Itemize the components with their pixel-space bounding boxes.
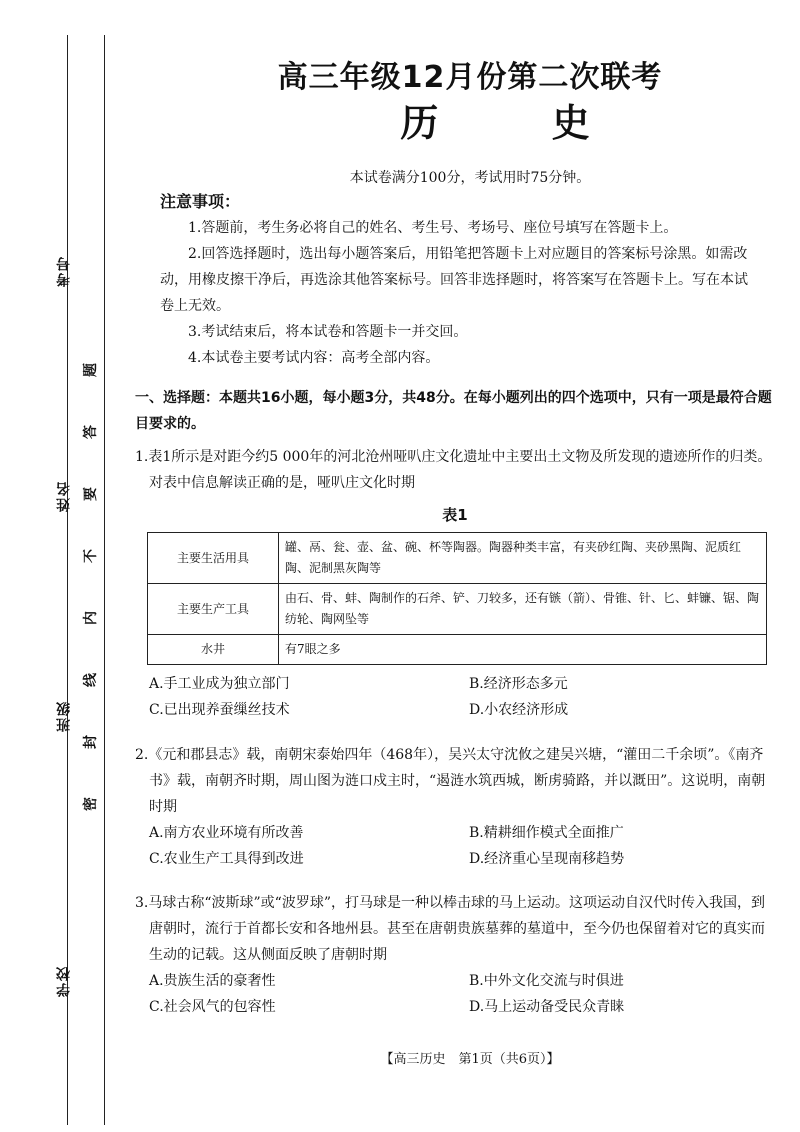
- table-row-body: 由石、骨、蚌、陶制作的石斧、铲、刀较多，还有镞（箭）、骨锥、针、匕、蚌镰、锯、陶纺轮、陶网坠等: [279, 584, 767, 635]
- table-row: [148, 635, 767, 665]
- option-d[interactable]: D.经济重心呈现南移趋势: [469, 851, 625, 867]
- option-c[interactable]: C.社会风气的包容性: [149, 999, 276, 1015]
- question-2: [135, 742, 775, 872]
- seal-warning: 题 答 要 不 内 线 封 密: [83, 363, 99, 811]
- question-stem: 1.表1所示是对距今约5 000年的河北沧州哑叭庄文化遗址中主要出土文物及所发现的遗迹所作的归类。对表中信息解读正确的是，哑叭庄文化时期: [135, 449, 772, 491]
- binding-line-right: [104, 35, 105, 1125]
- section-heading: 一、选择题：本题共16小题，每小题3分，共48分。在每小题列出的四个选项中，只有一项是最符合题目要求的。: [135, 390, 772, 432]
- field-name: 姓名: [56, 480, 72, 512]
- notice-item: 2.回答选择题时，选出每小题答案后，用铅笔把答题卡上对应题目的答案标号涂黑。如需改动，用橡皮擦干净后，再选涂其他答案标号。回答非选择题时，将答案写在答题卡上。写在本试卷上无效。: [160, 246, 748, 314]
- option-a[interactable]: A.贵族生活的豪奢性: [149, 973, 276, 989]
- table-row: [148, 533, 767, 584]
- notice-heading: 注意事项：: [160, 192, 241, 211]
- option-c[interactable]: C.已出现养蚕缫丝技术: [149, 702, 290, 718]
- option-list: [135, 820, 775, 872]
- exam-title: 高三年级12月份第二次联考: [277, 60, 663, 95]
- field-school: 学校: [56, 965, 72, 997]
- field-exam-number: 考号: [56, 255, 72, 287]
- option-b[interactable]: B.中外文化交流与时俱进: [469, 973, 624, 989]
- option-d[interactable]: D.小农经济形成: [469, 702, 569, 718]
- option-a[interactable]: A.南方农业环境有所改善: [149, 825, 304, 841]
- page-footer: 【高三历史 第1页（共6页）】: [380, 1052, 560, 1067]
- option-list: [135, 968, 775, 1020]
- notice-list: [160, 215, 760, 371]
- subject-title: 历 史: [400, 101, 640, 145]
- option-a[interactable]: A.手工业成为独立部门: [149, 676, 290, 692]
- binding-line-left: [67, 35, 68, 1125]
- question-stem: 2.《元和郡县志》载，南朝宋泰始四年（468年），吴兴太守沈攸之建吴兴塘，“灌田二千余顷”。《南齐书》载，南朝齐时期，周山图为涟口戍主时，“遏涟水筑西城，断虏骑路，并以溉田”。这说明，南朝时期: [135, 747, 766, 815]
- table-row-head: 主要生产工具: [148, 584, 279, 635]
- option-b[interactable]: B.精耕细作模式全面推广: [469, 825, 624, 841]
- notice-item: 4.本试卷主要考试内容：高考全部内容。: [188, 350, 440, 366]
- table-row: [148, 584, 767, 635]
- table-caption: 表1: [442, 506, 468, 524]
- option-b[interactable]: B.经济形态多元: [469, 676, 568, 692]
- table-row-body: 罐、鬲、瓮、壶、盆、碗、杯等陶器。陶器种类丰富，有夹砂红陶、夹砂黑陶、泥质红陶、泥制黑灰陶等: [279, 533, 767, 584]
- question-1: [135, 444, 775, 723]
- table-row-body: 有7眼之多: [279, 635, 767, 665]
- question-3: [135, 890, 775, 1020]
- table-row-head: 主要生活用具: [148, 533, 279, 584]
- notice-item: 1.答题前，考生务必将自己的姓名、考生号、考场号、座位号填写在答题卡上。: [188, 220, 678, 236]
- option-list: [135, 671, 775, 723]
- table-row-head: 水井: [148, 635, 279, 665]
- question-stem: 3.马球古称“波斯球”或“波罗球”，打马球是一种以棒击球的马上运动。这项运动自汉代时传入我国，到唐朝时，流行于首都长安和各地州县。甚至在唐朝贵族墓葬的墓道中，至今仍也保留着对它的真实而生动的记载。这从侧面反映了唐朝时期: [135, 895, 765, 963]
- option-c[interactable]: C.农业生产工具得到改进: [149, 851, 304, 867]
- exam-info: 本试卷满分100分，考试用时75分钟。: [349, 170, 591, 186]
- artifact-table: [147, 532, 767, 665]
- field-class: 班级: [56, 700, 72, 732]
- option-d[interactable]: D.马上运动备受民众青睐: [469, 999, 625, 1015]
- notice-item: 3.考试结束后，将本试卷和答题卡一并交回。: [188, 324, 468, 340]
